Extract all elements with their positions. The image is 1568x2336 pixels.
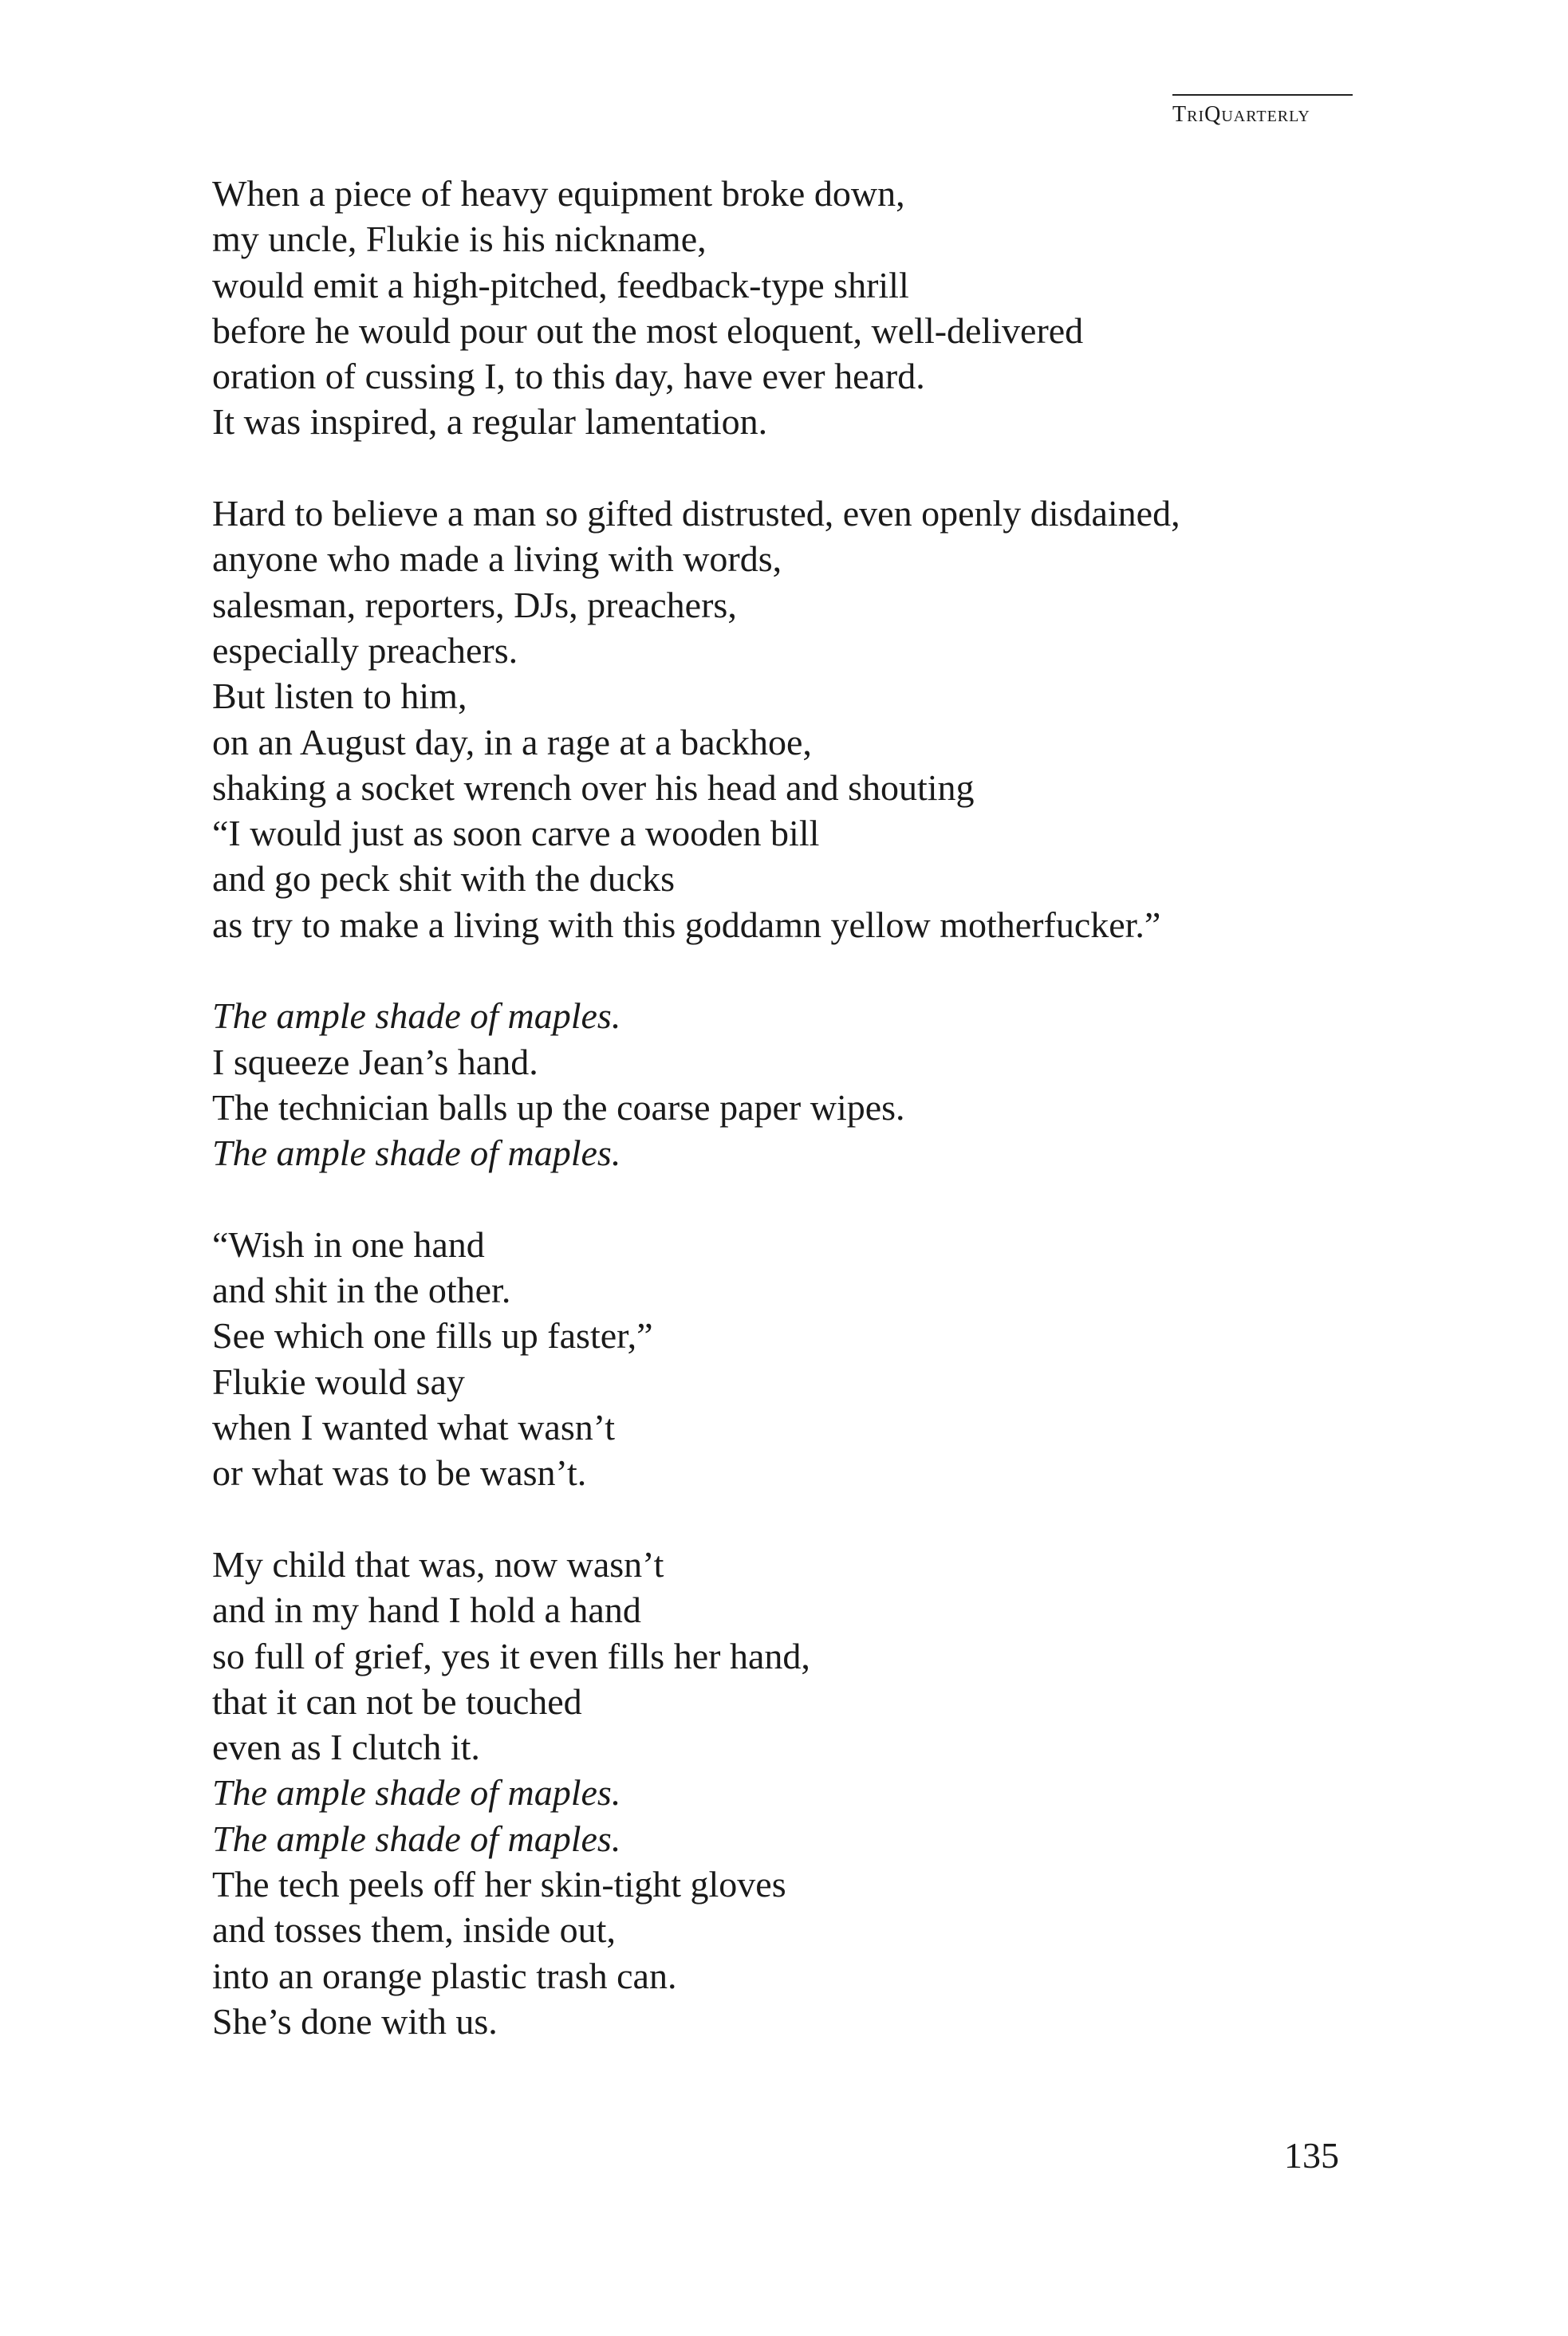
- stanza: [212, 171, 1424, 445]
- poem-body: [212, 171, 1424, 2044]
- poem-line: Hard to believe a man so gifted distrusted, even openly disdained,: [212, 493, 1180, 534]
- refrain-line: The ample shade of maples.: [212, 1818, 621, 1859]
- poem-line: I squeeze Jean’s hand.: [212, 1041, 538, 1082]
- poem-line: Flukie would say: [212, 1361, 465, 1402]
- poem-line: and go peck shit with the ducks: [212, 858, 676, 900]
- stanza-break: [212, 947, 1424, 993]
- poem-line: “Wish in one hand: [212, 1223, 485, 1265]
- poem-line: But listen to him,: [212, 676, 467, 717]
- poem-line: salesman, reporters, DJs, preachers,: [212, 584, 737, 625]
- stanza-break: [212, 445, 1424, 490]
- poem-line: into an orange plastic trash can.: [212, 1955, 677, 1996]
- poem-line: when I wanted what wasn’t: [212, 1407, 616, 1448]
- stanza: [212, 1222, 1424, 1496]
- poem-line: even as I clutch it.: [212, 1727, 480, 1768]
- poem-line: my uncle, Flukie is his nickname,: [212, 219, 707, 260]
- stanza: [212, 490, 1424, 947]
- poem-line: oration of cussing I, to this day, have ever heard.: [212, 356, 925, 397]
- poem-line: It was inspired, a regular lamentation.: [212, 401, 768, 443]
- poem-line: anyone who made a living with words,: [212, 538, 782, 580]
- stanza-break: [212, 1496, 1424, 1542]
- refrain-line: The ample shade of maples.: [212, 1772, 621, 1814]
- poem-line: before he would pour out the most eloquent, well-delivered: [212, 309, 1084, 351]
- poem-line: “I would just as soon carve a wooden bill: [212, 813, 820, 854]
- poem-line: My child that was, now wasn’t: [212, 1543, 664, 1585]
- poem-line: The tech peels off her skin-tight gloves: [212, 1863, 786, 1905]
- poem-line: would emit a high-pitched, feedback-type shrill: [212, 264, 909, 305]
- poem-line: When a piece of heavy equipment broke down,: [212, 173, 905, 214]
- stanza: [212, 1542, 1424, 2044]
- poem-line: on an August day, in a rage at a backhoe,: [212, 721, 812, 762]
- poem-line: that it can not be touched: [212, 1680, 582, 1722]
- poem-line: and in my hand I hold a hand: [212, 1590, 641, 1631]
- poem-line: or what was to be wasn’t.: [212, 1452, 587, 1494]
- poem-line: as try to make a living with this goddamn yellow motherfucker.”: [212, 904, 1161, 945]
- stanza-break: [212, 1176, 1424, 1222]
- poem-line: and shit in the other.: [212, 1270, 511, 1311]
- poem-line: She’s done with us.: [212, 2000, 498, 2042]
- poem-line: and tosses them, inside out,: [212, 1909, 616, 1951]
- stanza: [212, 993, 1424, 1176]
- poem-line: especially preachers.: [212, 629, 518, 671]
- poem-line: shaking a socket wrench over his head and shouting: [212, 766, 975, 808]
- poem-line: See which one fills up faster,”: [212, 1315, 653, 1357]
- running-header: [1172, 94, 1353, 128]
- poem-line: The technician balls up the coarse paper wipes.: [212, 1086, 905, 1128]
- journal-title: TriQuarterly: [1172, 102, 1310, 127]
- refrain-line: The ample shade of maples.: [212, 995, 621, 1037]
- refrain-line: The ample shade of maples.: [212, 1133, 621, 1174]
- poem-line: so full of grief, yes it even fills her hand,: [212, 1635, 810, 1676]
- page-number: 135: [1284, 2135, 1339, 2176]
